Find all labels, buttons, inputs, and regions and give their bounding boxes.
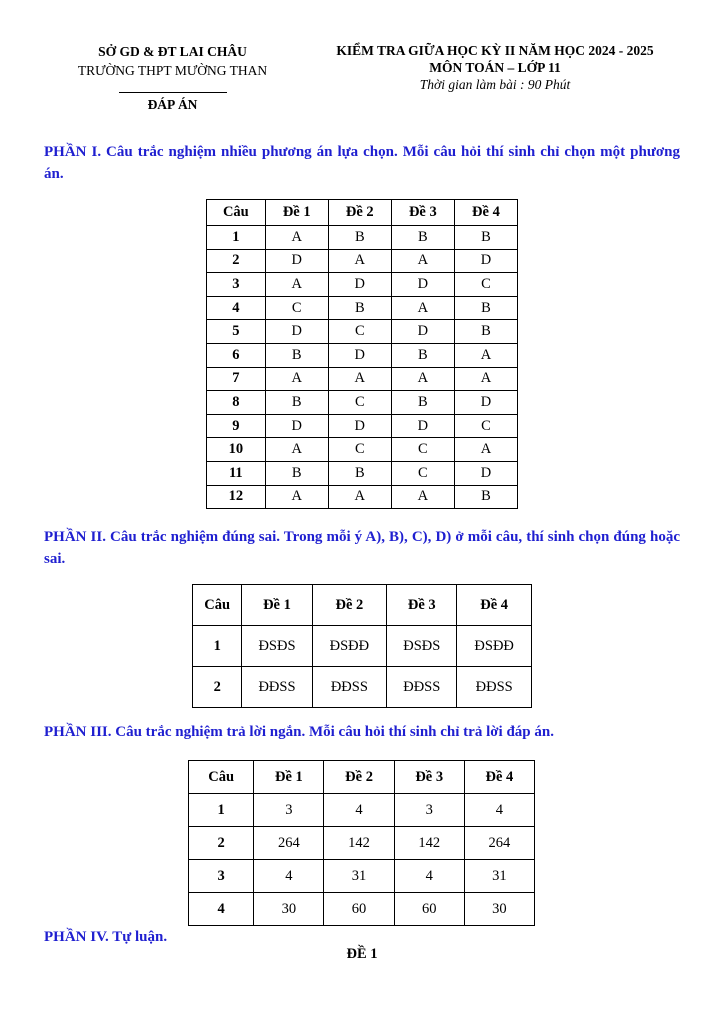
answer-cell: A <box>265 273 328 297</box>
answer-cell: A <box>391 296 454 320</box>
answer-cell: ĐSĐĐ <box>457 626 532 667</box>
answer-cell: 4 <box>254 860 324 893</box>
answer-cell: D <box>391 273 454 297</box>
answer-cell: C <box>391 461 454 485</box>
question-number-cell: 10 <box>207 438 266 462</box>
answer-cell: 142 <box>324 827 394 860</box>
answer-cell: B <box>454 485 517 509</box>
table-row <box>193 626 532 667</box>
column-header: Đề 1 <box>242 585 312 626</box>
answer-cell: ĐSĐĐ <box>312 626 387 667</box>
column-header: Đề 4 <box>457 585 532 626</box>
column-header: Đề 3 <box>387 585 457 626</box>
table-row <box>189 827 535 860</box>
answer-cell: A <box>328 367 391 391</box>
answer-cell: 30 <box>464 893 534 926</box>
answer-cell: ĐĐSS <box>242 667 312 708</box>
answer-cell: B <box>265 461 328 485</box>
answer-cell: A <box>328 485 391 509</box>
answer-cell: ĐĐSS <box>312 667 387 708</box>
part2-title: PHẦN II. Câu trắc nghiệm đúng sai. Trong mỗi ý A), B), C), D) ở mỗi câu, thí sinh chọn đúng hoặc sai. <box>44 529 680 567</box>
answer-cell: 3 <box>394 794 464 827</box>
exam-title: KIỂM TRA GIỮA HỌC KỲ II NĂM HỌC 2024 - 2025 <box>336 43 654 58</box>
question-number-cell: 3 <box>189 860 254 893</box>
table-row <box>207 273 518 297</box>
answer-cell: C <box>328 391 391 415</box>
header-right <box>305 42 685 93</box>
column-header: Đề 2 <box>324 761 394 794</box>
answer-cell: D <box>391 320 454 344</box>
table-header-row <box>193 585 532 626</box>
answer-cell: A <box>265 226 328 250</box>
school-name: TRƯỜNG THPT MƯỜNG THAN <box>77 63 268 78</box>
answer-cell: C <box>265 296 328 320</box>
answer-cell: 3 <box>254 794 324 827</box>
question-number-cell: 1 <box>189 794 254 827</box>
answer-cell: D <box>454 461 517 485</box>
column-header: Câu <box>193 585 242 626</box>
answer-cell: A <box>391 485 454 509</box>
answer-cell: B <box>265 343 328 367</box>
answer-cell: D <box>265 414 328 438</box>
answer-cell: D <box>265 249 328 273</box>
answer-cell: 264 <box>254 827 324 860</box>
answer-cell: 31 <box>464 860 534 893</box>
answer-cell: D <box>391 414 454 438</box>
answer-cell: D <box>328 414 391 438</box>
question-number-cell: 2 <box>193 667 242 708</box>
column-header: Đề 3 <box>394 761 464 794</box>
answer-cell: 4 <box>464 794 534 827</box>
part1-title: PHẦN I. Câu trắc nghiệm nhiều phương án lựa chọn. Mỗi câu hỏi thí sinh chỉ chọn một phương án. <box>44 144 680 182</box>
table-header-row <box>207 200 518 226</box>
answer-cell: D <box>328 273 391 297</box>
answer-cell: B <box>265 391 328 415</box>
part4-title: PHẦN IV. Tự luận. <box>44 929 168 945</box>
question-number-cell: 4 <box>189 893 254 926</box>
answer-cell: A <box>265 367 328 391</box>
column-header: Đề 4 <box>454 200 517 226</box>
question-number-cell: 12 <box>207 485 266 509</box>
answer-cell: 30 <box>254 893 324 926</box>
question-number-cell: 3 <box>207 273 266 297</box>
column-header: Đề 4 <box>464 761 534 794</box>
table-row <box>189 860 535 893</box>
table-row <box>207 438 518 462</box>
answer-cell: D <box>454 391 517 415</box>
answer-key-label: ĐÁP ÁN <box>147 97 198 112</box>
answer-cell: A <box>265 438 328 462</box>
table-row <box>207 296 518 320</box>
answer-cell: 60 <box>394 893 464 926</box>
answer-cell: ĐĐSS <box>387 667 457 708</box>
column-header: Đề 2 <box>328 200 391 226</box>
question-number-cell: 8 <box>207 391 266 415</box>
part2-answer-table <box>192 584 532 708</box>
column-header: Câu <box>207 200 266 226</box>
answer-cell: 60 <box>324 893 394 926</box>
question-number-cell: 2 <box>207 249 266 273</box>
table-row <box>207 485 518 509</box>
answer-cell: C <box>454 414 517 438</box>
column-header: Đề 3 <box>391 200 454 226</box>
column-header: Đề 2 <box>312 585 387 626</box>
part3-answer-table <box>188 760 535 926</box>
answer-cell: B <box>391 391 454 415</box>
question-number-cell: 2 <box>189 827 254 860</box>
column-header: Đề 1 <box>254 761 324 794</box>
answer-cell: B <box>328 296 391 320</box>
answer-cell: B <box>454 296 517 320</box>
department-name: SỞ GD & ĐT LAI CHÂU <box>98 44 247 59</box>
answer-cell: B <box>454 320 517 344</box>
answer-cell: A <box>454 343 517 367</box>
answer-cell: 142 <box>394 827 464 860</box>
table-row <box>207 249 518 273</box>
answer-cell: A <box>265 485 328 509</box>
part1-answer-table <box>206 199 518 509</box>
table-row <box>207 391 518 415</box>
answer-cell: 31 <box>324 860 394 893</box>
question-number-cell: 6 <box>207 343 266 367</box>
part4-subtitle: ĐỀ 1 <box>346 946 378 962</box>
question-number-cell: 1 <box>207 226 266 250</box>
answer-cell: D <box>265 320 328 344</box>
answer-cell: B <box>391 343 454 367</box>
answer-cell: C <box>328 320 391 344</box>
answer-cell: B <box>328 226 391 250</box>
question-number-cell: 7 <box>207 367 266 391</box>
table-row <box>207 367 518 391</box>
answer-cell: 4 <box>324 794 394 827</box>
answer-cell: ĐSĐS <box>387 626 457 667</box>
answer-cell: D <box>328 343 391 367</box>
exam-duration: Thời gian làm bài : 90 Phút <box>419 77 571 92</box>
answer-cell: A <box>391 367 454 391</box>
table-row <box>189 794 535 827</box>
question-number-cell: 1 <box>193 626 242 667</box>
table-row <box>207 343 518 367</box>
table-row <box>207 320 518 344</box>
subject-title: MÔN TOÁN – LỚP 11 <box>429 60 561 75</box>
table-header-row <box>189 761 535 794</box>
question-number-cell: 11 <box>207 461 266 485</box>
answer-cell: D <box>454 249 517 273</box>
answer-cell: ĐĐSS <box>457 667 532 708</box>
table-row <box>193 667 532 708</box>
table-row <box>189 893 535 926</box>
header-left <box>60 42 285 114</box>
column-header: Câu <box>189 761 254 794</box>
answer-cell: C <box>454 273 517 297</box>
answer-cell: ĐSĐS <box>242 626 312 667</box>
header-divider <box>119 92 227 93</box>
table-row <box>207 414 518 438</box>
answer-cell: C <box>328 438 391 462</box>
answer-cell: B <box>328 461 391 485</box>
answer-cell: A <box>391 249 454 273</box>
answer-cell: 4 <box>394 860 464 893</box>
answer-cell: B <box>391 226 454 250</box>
answer-cell: B <box>454 226 517 250</box>
table-row <box>207 226 518 250</box>
answer-cell: A <box>454 367 517 391</box>
question-number-cell: 5 <box>207 320 266 344</box>
question-number-cell: 4 <box>207 296 266 320</box>
answer-cell: A <box>328 249 391 273</box>
table-row <box>207 461 518 485</box>
answer-cell: 264 <box>464 827 534 860</box>
column-header: Đề 1 <box>265 200 328 226</box>
question-number-cell: 9 <box>207 414 266 438</box>
part3-title: PHẦN III. Câu trắc nghiệm trả lời ngắn. Mỗi câu hỏi thí sinh chỉ trả lời đáp án. <box>44 724 554 740</box>
answer-cell: C <box>391 438 454 462</box>
answer-cell: A <box>454 438 517 462</box>
